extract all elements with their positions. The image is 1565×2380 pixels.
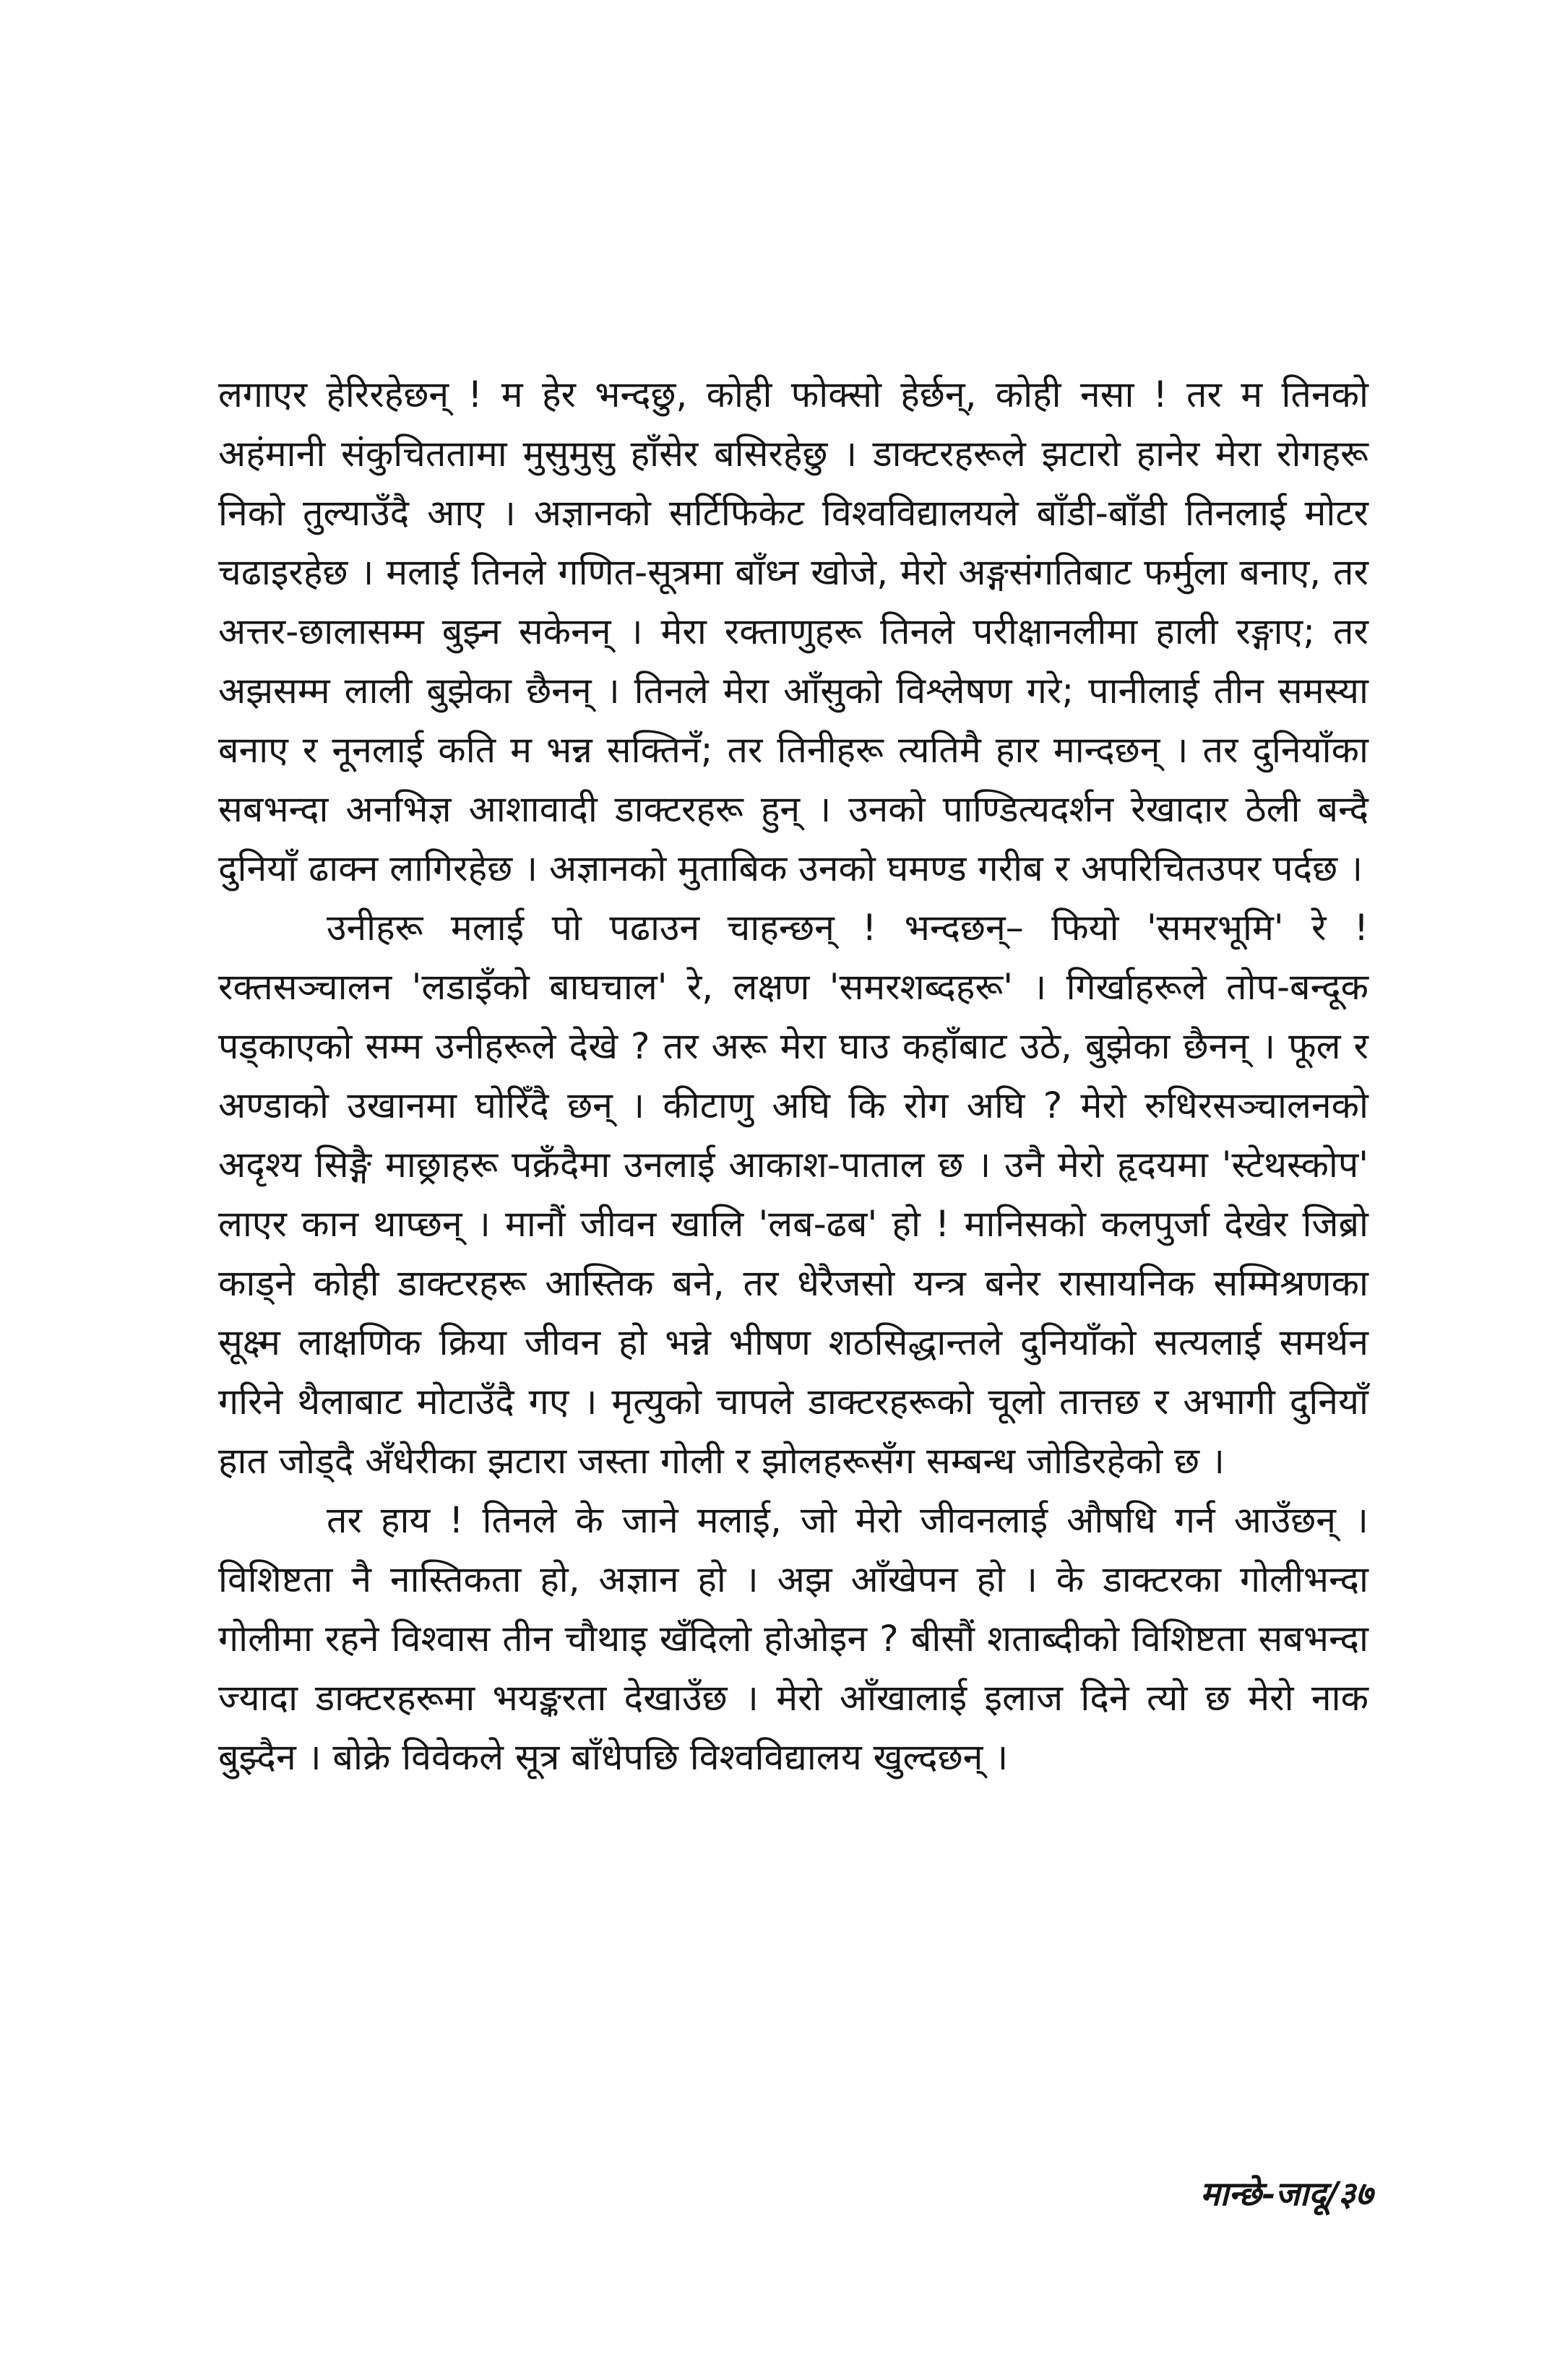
paragraph-3: तर हाय ! तिनले के जाने मलाई, जो मेरो जीवनलाई औषधि गर्न आउँछन् । विशिष्टता नै नास्तिकता हो, अज्ञान हो । अझ आँखेपन हो । के डाक्टरका गोलीभन्दा गोलीमा रहने विश्वास तीन चौथाइ खँदिलो होओइन ? बीसौं शताब्दीको विशिष्टता सबभन्दा ज्यादा डाक्टरहरूमा भयङ्करता देखाउँछ । मेरो आँखालाई इलाज दिने त्यो छ मेरो नाक बुझ्दैन । बोक्रे विवेकले सूत्र बाँधेपछि विश्वविद्यालय खुल्दछन् । <box>218 1499 1368 1778</box>
page-footer <box>1098 2172 1373 2215</box>
page-number: ३७ <box>1338 2174 1373 2213</box>
paragraph-2: उनीहरू मलाई पो पढाउन चाहन्छन् ! भन्दछन्– फियो 'समरभूमि' रे ! रक्तसञ्चालन 'लडाइँको बाघचाल' रे, लक्षण 'समरशब्दहरू' । गिर्खाहरूले तोप-बन्दूक पड्काएको सम्म उनीहरूले देखे ? तर अरू मेरा घाउ कहाँबाट उठे, बुझेका छैनन् । फूल र अण्डाको उखानमा घोरिँदै छन् । कीटाणु अघि कि रोग अघि ? मेरो रुधिरसञ्चालनको अदृश्य सिङ्गै माछ्राहरू पक्रँदैमा उनलाई आकाश-पाताल छ । उनै मेरो हृदयमा 'स्टेथस्कोप' लाएर कान थाप्छन् । मानौं जीवन खालि 'लब-ढब' हो ! मानिसको कलपुर्जा देखेर जिब्रो काड्ने कोही डाक्टरहरू आस्तिक बने, तर धेरैजसो यन्त्र बनेर रासायनिक सम्मिश्रणका सूक्ष्म लाक्षणिक क्रिया जीवन हो भन्ने भीषण शठसिद्धान्तले दुनियाँको सत्यलाई समर्थन गरिने थैलाबाट मोटाउँदै गए । मृत्युको चापले डाक्टरहरूको चूलो तात्तछ र अभागी दुनियाँ हात जोड्दै अँधेरीका झटारा जस्ता गोली र झोलहरूसँग सम्बन्ध जोडिरहेको छ । <box>218 907 1368 1482</box>
paragraph-1: लगाएर हेरिरहेछन् ! म हेर भन्दछु, कोही फोक्सो हेर्छन्, कोही नसा ! तर म तिनको अहंमानी संकुचिततामा मुसुमुसु हाँसेर बसिरहेछु । डाक्टरहरूले झटारो हानेर मेरा रोगहरू निको तुल्याउँदै आए । अज्ञानको सर्टिफिकेट विश्वविद्यालयले बाँडी-बाँडी तिनलाई मोटर चढाइरहेछ । मलाई तिनले गणित-सूत्रमा बाँध्न खोजे, मेरो अङ्गसंगतिबाट फर्मुला बनाए, तर अत्तर-छालासम्म बुझ्न सकेनन् । मेरा रक्ताणुहरू तिनले परीक्षानलीमा हाली रङ्गाए; तर अझसम्म लाली बुझेका छैनन् । तिनले मेरा आँसुको विश्लेषण गरे; पानीलाई तीन समस्या बनाए र नूनलाई कति म भन्न सक्तिनँ; तर तिनीहरू त्यतिमै हार मान्दछन् । तर दुनियाँका सबभन्दा अनभिज्ञ आशावादी डाक्टरहरू हुन् । उनको पाण्डित्यदर्शन रेखादार ठेली बन्दै दुनियाँ ढाक्न लागिरहेछ । अज्ञानको मुताबिक उनको घमण्ड गरीब र अपरिचितउपर पर्दछ । <box>218 374 1368 889</box>
footer-separator: / <box>1326 2174 1339 2213</box>
book-title: मान्छे-जादू <box>1199 2174 1327 2213</box>
body-text <box>218 365 1368 1787</box>
